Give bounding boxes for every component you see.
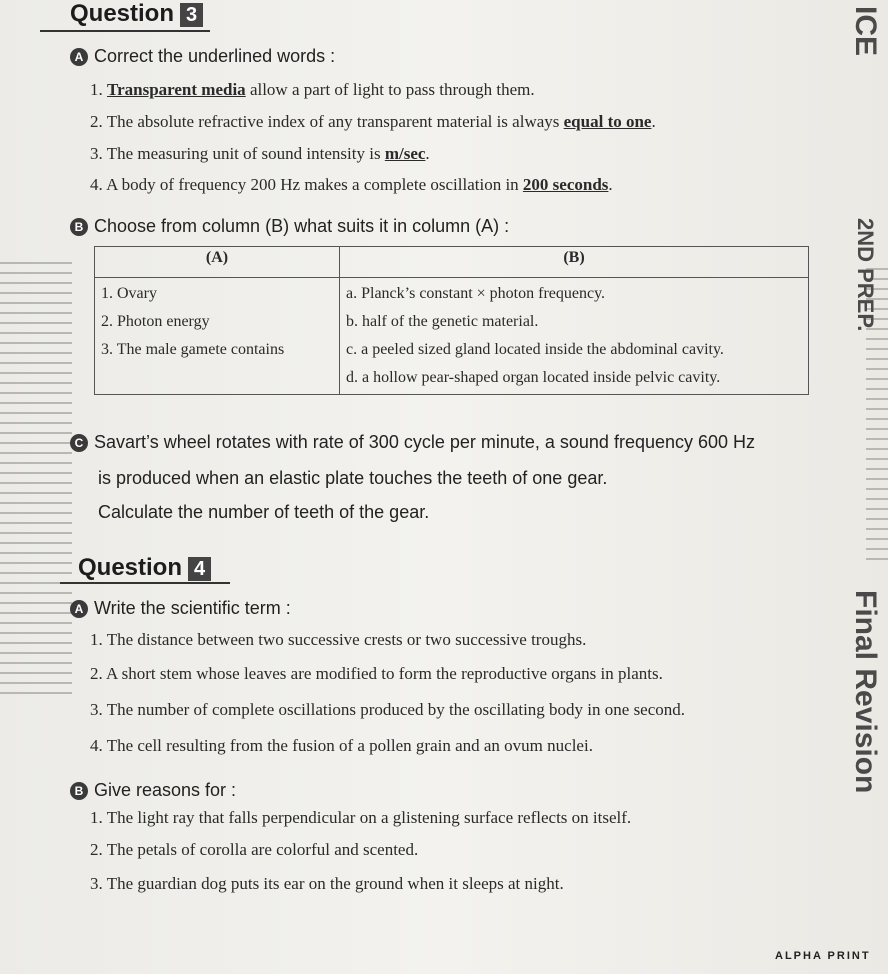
- section-3c-line2: is produced when an elastic plate touches the teeth of one gear.: [98, 468, 608, 488]
- q3a-item-1: 1. Transparent media allow a part of light to pass through them.: [90, 80, 535, 99]
- section-4a-heading: A Write the scientific term :: [70, 598, 291, 619]
- q4b-item-3: 3. The guardian dog puts its ear on the ground when it sleeps at night.: [90, 874, 564, 893]
- publisher-logo: ALPHA PRINT: [775, 950, 871, 962]
- question-number: 3: [180, 3, 203, 27]
- q3a-item-2: 2. The absolute refractive index of any transparent material is always equal to one.: [90, 112, 656, 131]
- q4a-item-4: 4. The cell resulting from the fusion of a pollen grain and an ovum nuclei.: [90, 736, 593, 755]
- col-a-cells: [95, 278, 340, 395]
- section-badge: B: [70, 782, 88, 800]
- section-badge: C: [70, 434, 88, 452]
- col-a-item: 3. The male gamete contains: [101, 341, 285, 358]
- section-3c-line3: Calculate the number of teeth of the gear.: [98, 502, 430, 522]
- question-4-heading: [78, 554, 211, 582]
- col-a-item: 2. Photon energy: [101, 313, 210, 330]
- sidebar-top-text: ICE: [849, 6, 882, 57]
- sidebar-grade-text: 2ND PREP.: [853, 218, 878, 332]
- section-4b-heading: B Give reasons for :: [70, 780, 236, 801]
- question-title: Question: [70, 0, 175, 27]
- section-badge: A: [70, 600, 88, 618]
- sidebar-revision-text: Final Revision: [849, 590, 882, 794]
- question-number: 4: [188, 557, 211, 581]
- col-b-item: a. Planck’s constant × photon frequency.: [346, 285, 606, 302]
- heading-rule: [60, 582, 230, 584]
- col-b-item: c. a peeled sized gland located inside the abdominal cavity.: [346, 341, 724, 358]
- col-a-item: 1. Ovary: [101, 285, 157, 302]
- left-stripes: [0, 262, 72, 702]
- q4b-item-2: 2. The petals of corolla are colorful and scented.: [90, 840, 419, 859]
- q4b-item-1: 1. The light ray that falls perpendicular on a glistening surface reflects on itself.: [90, 808, 632, 827]
- col-a-header: (A): [95, 247, 340, 278]
- col-b-header: (B): [340, 247, 809, 278]
- q3a-item-4: 4. A body of frequency 200 Hz makes a complete oscillation in 200 seconds.: [90, 175, 613, 194]
- matching-table: [94, 246, 809, 395]
- q3a-item-3: 3. The measuring unit of sound intensity is m/sec.: [90, 144, 430, 163]
- q4a-item-3: 3. The number of complete oscillations produced by the oscillating body in one second.: [90, 700, 686, 719]
- question-title: Question: [78, 554, 183, 581]
- heading-rule: [40, 30, 210, 32]
- col-b-cells: [340, 278, 809, 395]
- question-3-heading: [70, 0, 203, 28]
- section-badge: B: [70, 218, 88, 236]
- section-3c-line1: C Savart’s wheel rotates with rate of 300 cycle per minute, a sound frequency 600 Hz: [70, 432, 755, 453]
- section-badge: A: [70, 48, 88, 66]
- col-b-item: d. a hollow pear-shaped organ located inside pelvic cavity.: [346, 369, 721, 386]
- col-b-item: b. half of the genetic material.: [346, 313, 539, 330]
- q4a-item-1: 1. The distance between two successive crests or two successive troughs.: [90, 630, 587, 649]
- section-3b-heading: B Choose from column (B) what suits it in column (A) :: [70, 216, 509, 237]
- q4a-item-2: 2. A short stem whose leaves are modified to form the reproductive organs in plants.: [90, 664, 663, 683]
- section-3a-heading: A Correct the underlined words :: [70, 46, 335, 67]
